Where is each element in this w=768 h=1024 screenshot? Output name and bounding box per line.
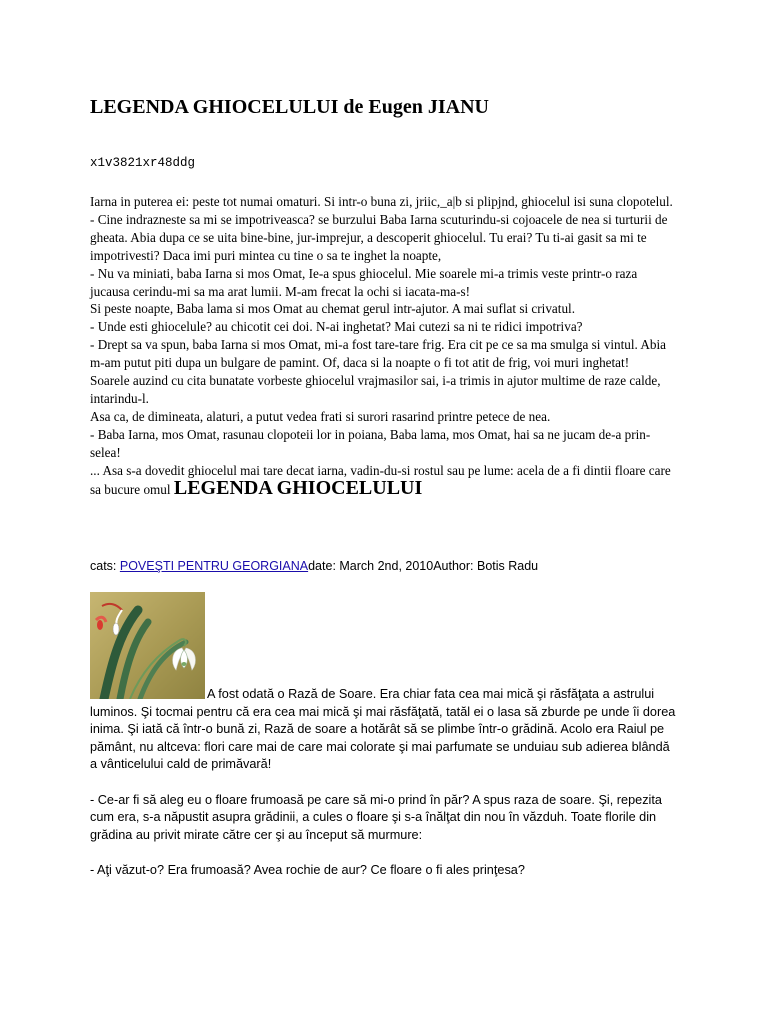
snowdrop-photo bbox=[90, 592, 205, 699]
document-code: x1v3821xr48ddg bbox=[90, 156, 196, 170]
cats-label: cats: bbox=[90, 559, 120, 573]
story-paragraph: - Cine indrazneste sa mi se impotriveasca? se burzului Baba Iarna scuturindu-si cojoacele de nea si turturii de gheata. Abia dupa ce se uita bine-bine, jur-imprejur, a descoperit ghiocelul. Tu erai? Tu ti-ai gasit sa mi te impotrivesti? Daca imi puri mintea cu tine o sa te inghet la noapte, bbox=[90, 211, 668, 263]
article-paragraph bbox=[90, 686, 680, 774]
story-paragraph: - Drept sa va spun, baba Iarna si mos Omat, mi-a fost tare-tare frig. Era cit pe ce sa ma smulga si vintul. Abia m-am putut piti dupa un bulgare de pamint. Of, daca si la noapte o fi tot atit de frig, voi muri inghetat! bbox=[90, 337, 667, 371]
story-last-paragraph bbox=[90, 462, 680, 499]
story-paragraph: Iarna in puterea ei: peste tot numai omaturi. Si intr-o buna zi, jriic,_a|b si plipjnd, ghiocelul isi suna clopotelul. bbox=[90, 194, 673, 209]
story-paragraph: Soarele auzind cu cita bunatate vorbeste ghiocelul vrajmasilor sai, i-a trimis in ajutor multime de raze calde, intarindu-l. bbox=[90, 373, 661, 406]
story-ending: ... Asa s-a dovedit ghiocelul mai tare decat iarna, vadin-du-si rostul sau pe lume: acela de a fi dintii floare care sa bucure omul bbox=[90, 462, 671, 497]
post-author: Author: Botis Radu bbox=[433, 559, 539, 573]
story-paragraph: Asa ca, de dimineata, alaturi, a putut vedea frati si surori rasarind printre petece de nea. bbox=[90, 408, 551, 424]
story-text bbox=[90, 193, 680, 498]
story-paragraph: - Unde esti ghiocelule? au chicotit cei doi. N-ai inghetat? Mai cutezi sa ni te ridici impotriva? bbox=[90, 319, 583, 335]
article-intro: A fost odată o Rază de Soare. Era chiar fata cea mai mică şi răsfăţata a astrului luminos. Şi tocmai pentru că era cea mai mică şi mai răsfăţată, tatăl ei o lasa să zburde pe unde îi dorea inima. Şi iată că într-o bună zi, Rază de soare a hotărât să se plimbe într-o grădină. Acolo era Raiul pe pământ, nu altceva: flori care mai de care mai colorate şi mai parfumate se unduiau sub adierea blândă a vânticelului cald de primăvară! bbox=[90, 687, 676, 772]
story-paragraph: Si peste noapte, Baba lama si mos Omat au chemat gerul intr-ajutor. A mai suflat si crivatul. bbox=[90, 301, 575, 317]
post-date: date: March 2nd, 2010 bbox=[308, 559, 434, 573]
story-paragraph: - Nu va miniati, baba Iarna si mos Omat, Ie-a spus ghiocelul. Mie soarele mi-a trimis veste printr-o raza jucausa cerindu-mi sa ma arat lumii. M-am frecat la ochi si iacata-ma-s! bbox=[90, 265, 638, 299]
snowdrop-flower-icon bbox=[90, 592, 205, 699]
second-title: LEGENDA GHIOCELULUI bbox=[173, 476, 423, 499]
story-paragraph: - Baba Iarna, mos Omat, rasunau clopoteii lor in poiana, Baba lama, mos Omat, hai sa ne jucam de-a prin-selea! bbox=[90, 426, 651, 460]
article-paragraph: - Ce-ar fi să aleg eu o floare frumoasă pe care să mi-o prind în păr? A spus raza de soare. Şi, repezita cum era, s-a năpustit asupra grădinii, a cules o floare şi s-a înălţat din nou în văzduh. Toate florile din grădina au privit mirate către cer şi au început să murmure: bbox=[90, 792, 662, 842]
article-paragraph: - Aţi văzut-o? Era frumoasă? Avea rochie de aur? Ce floare o fi ales prinţesa? bbox=[90, 862, 525, 877]
category-link[interactable]: POVEŞTI PENTRU GEORGIANA bbox=[119, 559, 309, 573]
article-text bbox=[90, 686, 680, 880]
document-title: LEGENDA GHIOCELULUI de Eugen JIANU bbox=[90, 96, 489, 118]
post-meta bbox=[90, 559, 538, 573]
